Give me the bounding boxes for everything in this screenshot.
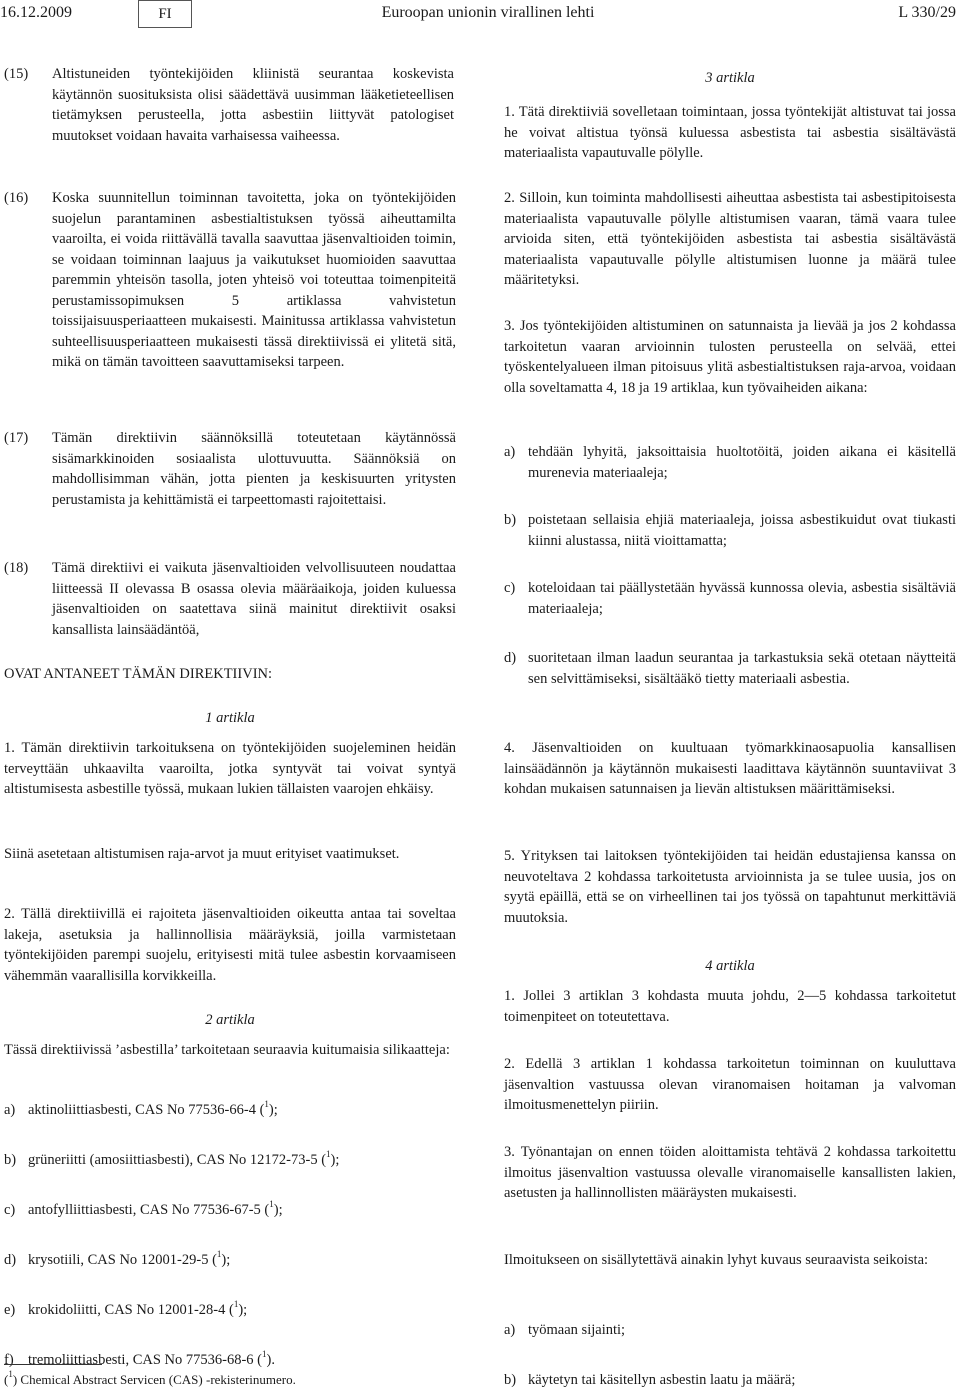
art3-item-c	[504, 578, 956, 619]
asbestos-item-c	[4, 1200, 456, 1221]
article-2-title: 2 artikla	[205, 1012, 255, 1028]
recital-text: Tämä direktiivi ei vaikuta jäsenvaltioiden velvollisuuteen noudattaa liitteessä II olevassa B osassa olevia määräaikoja, joiden kuluessa jäsenvaltioiden on saatettava siinä mainitut direktiivit osaksi kansallista lainsäädäntöä,	[52, 560, 456, 638]
item-text: työmaan sijainti;	[528, 1322, 626, 1338]
item-text: aktinoliittiasbesti, CAS No 77536-66-4 ($^1$);	[28, 1099, 278, 1118]
item-label: a)	[4, 1102, 16, 1118]
art4-item-b	[504, 1370, 956, 1391]
recital-number: (15)	[4, 66, 29, 82]
item-text: tehdään lyhyitä, jaksoittaisia huoltotöitä, joiden aikana ei käsitellä murenevia materiaaleja;	[528, 444, 956, 481]
article-1-para-1: 1. Tämän direktiivin tarkoituksena on työntekijöiden suojeleminen heidän terveyttään uhkaavilta vaaroilta, jotka syntyvät tai voivat syntyä altistumisesta asbestille työssä, mukaan lukien tällaisten vaarojen ehkäisy.	[4, 740, 456, 797]
article-1-title: 1 artikla	[205, 710, 255, 726]
item-label: c)	[4, 1202, 16, 1218]
footnote-separator	[4, 1364, 102, 1365]
item-text: koteloidaan tai päällystetään hyvässä kunnossa olevia, asbestia sisältäviä materiaaleja;	[528, 580, 956, 617]
item-label: d)	[504, 650, 517, 666]
asbestos-item-f	[4, 1350, 456, 1371]
recital-18	[4, 558, 456, 640]
page-header	[0, 0, 960, 36]
asbestos-item-e	[4, 1300, 456, 1321]
footnote: ($^1$) Chemical Abstract Servicen (CAS) -rekisterinumero.	[4, 1369, 296, 1387]
journal-title: Euroopan unionin virallinen lehti	[381, 4, 595, 21]
item-text: suoritetaan ilman laadun seurantaa ja tarkastuksia sekä otetaan näytteitä sen selvittämiseksi, sisältääkö tietty materiaali asbestia.	[528, 650, 956, 687]
item-text: grüneriitti (amosiittiasbesti), CAS No 12172-73-5 ($^1$);	[28, 1149, 340, 1168]
item-text: tremoliittiasbesti, CAS No 77536-68-6 ($^1$).	[28, 1349, 275, 1368]
item-text: poistetaan sellaisia ehjiä materiaaleja, joissa asbestikuidut ovat tiukasti kiinni alustassa, niitä vioittamatta;	[528, 512, 956, 549]
recital-15	[4, 64, 456, 146]
item-label: e)	[4, 1302, 16, 1318]
asbestos-item-b	[4, 1150, 456, 1171]
art4-item-a	[504, 1320, 956, 1341]
article-3-para-3: 3. Jos työntekijöiden altistuminen on satunnaista ja lievää ja jos 2 kohdassa tarkoitetun vaaran arvioinnin tulosten perusteella on selvää, ettei työskentelyalueen ilman pitoisuus ylitä asbestialtistuksen raja-arvoa, voidaan olla soveltamatta 4, 18 ja 19 artiklaa, kun työvaiheiden aikana:	[504, 318, 956, 396]
publication-date: 16.12.2009	[0, 4, 72, 21]
item-label: d)	[4, 1252, 17, 1268]
art3-item-b	[504, 510, 956, 551]
item-label: c)	[504, 580, 516, 596]
language-badge: FI	[138, 0, 192, 28]
item-label: f)	[4, 1352, 14, 1368]
article-4-para-3b: Ilmoitukseen on sisällytettävä ainakin lyhyt kuvaus seuraavista seikoista:	[504, 1252, 929, 1268]
art3-item-d	[504, 648, 956, 689]
recital-17	[4, 428, 456, 510]
adoption-statement: OVAT ANTANEET TÄMÄN DIREKTIIVIN:	[4, 666, 273, 682]
item-text: käytetyn tai käsitellyn asbestin laatu ja määrä;	[528, 1372, 796, 1388]
article-3-title: 3 artikla	[705, 70, 755, 86]
article-4-para-3: 3. Työnantajan on ennen töiden aloittamista tehtävä 2 kohdassa tarkoitettu ilmoitus jäsenvaltion vastuussa olevalle viranomaiselle kansallisten lakien, asetusten ja hallinnollisten määräysten mukaisesti.	[504, 1144, 956, 1201]
item-text: antofylliittiasbesti, CAS No 77536-67-5 ($^1$);	[28, 1199, 283, 1218]
article-1-para-1b: Siinä asetetaan altistumisen raja-arvot ja muut erityiset vaatimukset.	[4, 846, 400, 862]
recital-text: Koska suunnitellun toiminnan tavoitetta, joka on työntekijöiden suojelun parantaminen asbestialtistuksen työssä aiheuttamilta vaaroilta, ei voida riittävällä tavalla saavuttaa jäsenvaltioiden toimin, se voidaan toiminnan laajuus ja vaikutukset huomioiden saavuttaa paremmin yhteisön tasolla, joten yhteisö voi toteuttaa toimenpiteitä perustamissopimuksen 5 artiklassa vahvistetun toissijaisuusperiaatteen mukaisesti. Mainitussa artiklassa vahvistetun suhteellisuusperiaatteen mukaisesti tässä direktiivissä ei ylitetä sitä, mikä on tämän tavoitteen saavuttamiseksi tarpeen.	[52, 190, 456, 370]
article-3-para-2: 2. Silloin, kun toiminta mahdollisesti aiheuttaa asbestista tai asbestipitoisesta materiaalista vapautuvalle pölylle altistumisen vaaran, tämä vaara tulee arvioida siten, että työntekijöiden asbestista tai asbestia sisältävästä materiaalista vapautuvalle pölylle altistumisen luonne ja määrä tulee määritetyksi.	[504, 190, 956, 288]
article-3-para-5: 5. Yrityksen tai laitoksen työntekijöiden tai heidän edustajiensa kanssa on neuvoteltava 2 kohdassa tarkoitetusta arvioinnista ja se tulee uusia, jos on syytä epäillä, että se on virheellinen tai jos työssä on tapahtunut merkittäviä muutoksia.	[504, 848, 956, 926]
article-1-para-2: 2. Tällä direktiivillä ei rajoiteta jäsenvaltioiden oikeutta antaa tai soveltaa lakeja, asetuksia ja hallinnollisia määräyksiä, joilla varmistetaan työntekijöiden parempi suojelu, erityisesti mitä tulee asbestin korvaamiseen vähemmän vaarallisilla korvikkeilla.	[4, 906, 456, 984]
asbestos-item-a	[4, 1100, 456, 1121]
item-text: krysotiili, CAS No 12001-29-5 ($^1$);	[28, 1249, 231, 1268]
article-3-para-4: 4. Jäsenvaltioiden on kuultuaan työmarkkinaosapuolia kansallisen lainsäädännön ja käytännön mukaisesti laadittava käytännön suuntaviivat 3 kohdan mukaisen satunnaisen ja lievän altistuksen määrittämiseksi.	[504, 740, 956, 797]
article-2-intro: Tässä direktiivissä ’asbestilla’ tarkoitetaan seuraavia kuitumaisia silikaatteja:	[4, 1042, 450, 1058]
article-4-para-1: 1. Jollei 3 artiklan 3 kohdasta muuta johdu, 2—5 kohdassa tarkoitetut toimenpiteet on toteutettava.	[504, 988, 956, 1025]
item-text: krokidoliitti, CAS No 12001-28-4 ($^1$);	[28, 1299, 248, 1318]
article-4-title: 4 artikla	[705, 958, 755, 974]
item-label: b)	[4, 1152, 17, 1168]
recital-text: Tämän direktiivin säännöksillä toteutetaan käytännössä sisämarkkinoiden sosiaalista ulottuvuutta. Säännöksiä on mahdollisimman vähän, jotta pienten ja keskisuurten yritysten perustamista ja kehittämistä ei tarpeettomasti rajoitettaisi.	[52, 430, 456, 508]
recital-text: Altistuneiden työntekijöiden kliinistä seurantaa koskevista käytännön suosituksista olisi säädettävä uusimman lääketieteellisen tietämyksen perusteella, jotta asbestiin liittyvät patologiset muutokset voidaan havaita varhaisessa vaiheessa.	[52, 66, 454, 144]
item-label: b)	[504, 1372, 517, 1388]
page-reference: L 330/29	[898, 4, 956, 21]
article-4-para-2: 2. Edellä 3 artiklan 1 kohdassa tarkoitetun toiminnan on kuuluttava jäsenvaltion vastuussa olevan viranomaisen hoitaman ja valvoman ilmoitusmenettelyn piiriin.	[504, 1056, 956, 1113]
recital-number: (16)	[4, 190, 29, 206]
recital-number: (17)	[4, 430, 29, 446]
art3-item-a	[504, 442, 956, 483]
item-label: b)	[504, 512, 517, 528]
item-label: a)	[504, 1322, 516, 1338]
article-3-para-1: 1. Tätä direktiiviä sovelletaan toimintaan, jossa työntekijät altistuvat tai jossa he voivat altistua työnsä kuluessa asbestista tai asbestia sisältävästä materiaalista vapautuvalle pölylle.	[504, 104, 956, 161]
asbestos-item-d	[4, 1250, 456, 1271]
recital-number: (18)	[4, 560, 29, 576]
recital-16	[4, 188, 456, 373]
item-label: a)	[504, 444, 516, 460]
